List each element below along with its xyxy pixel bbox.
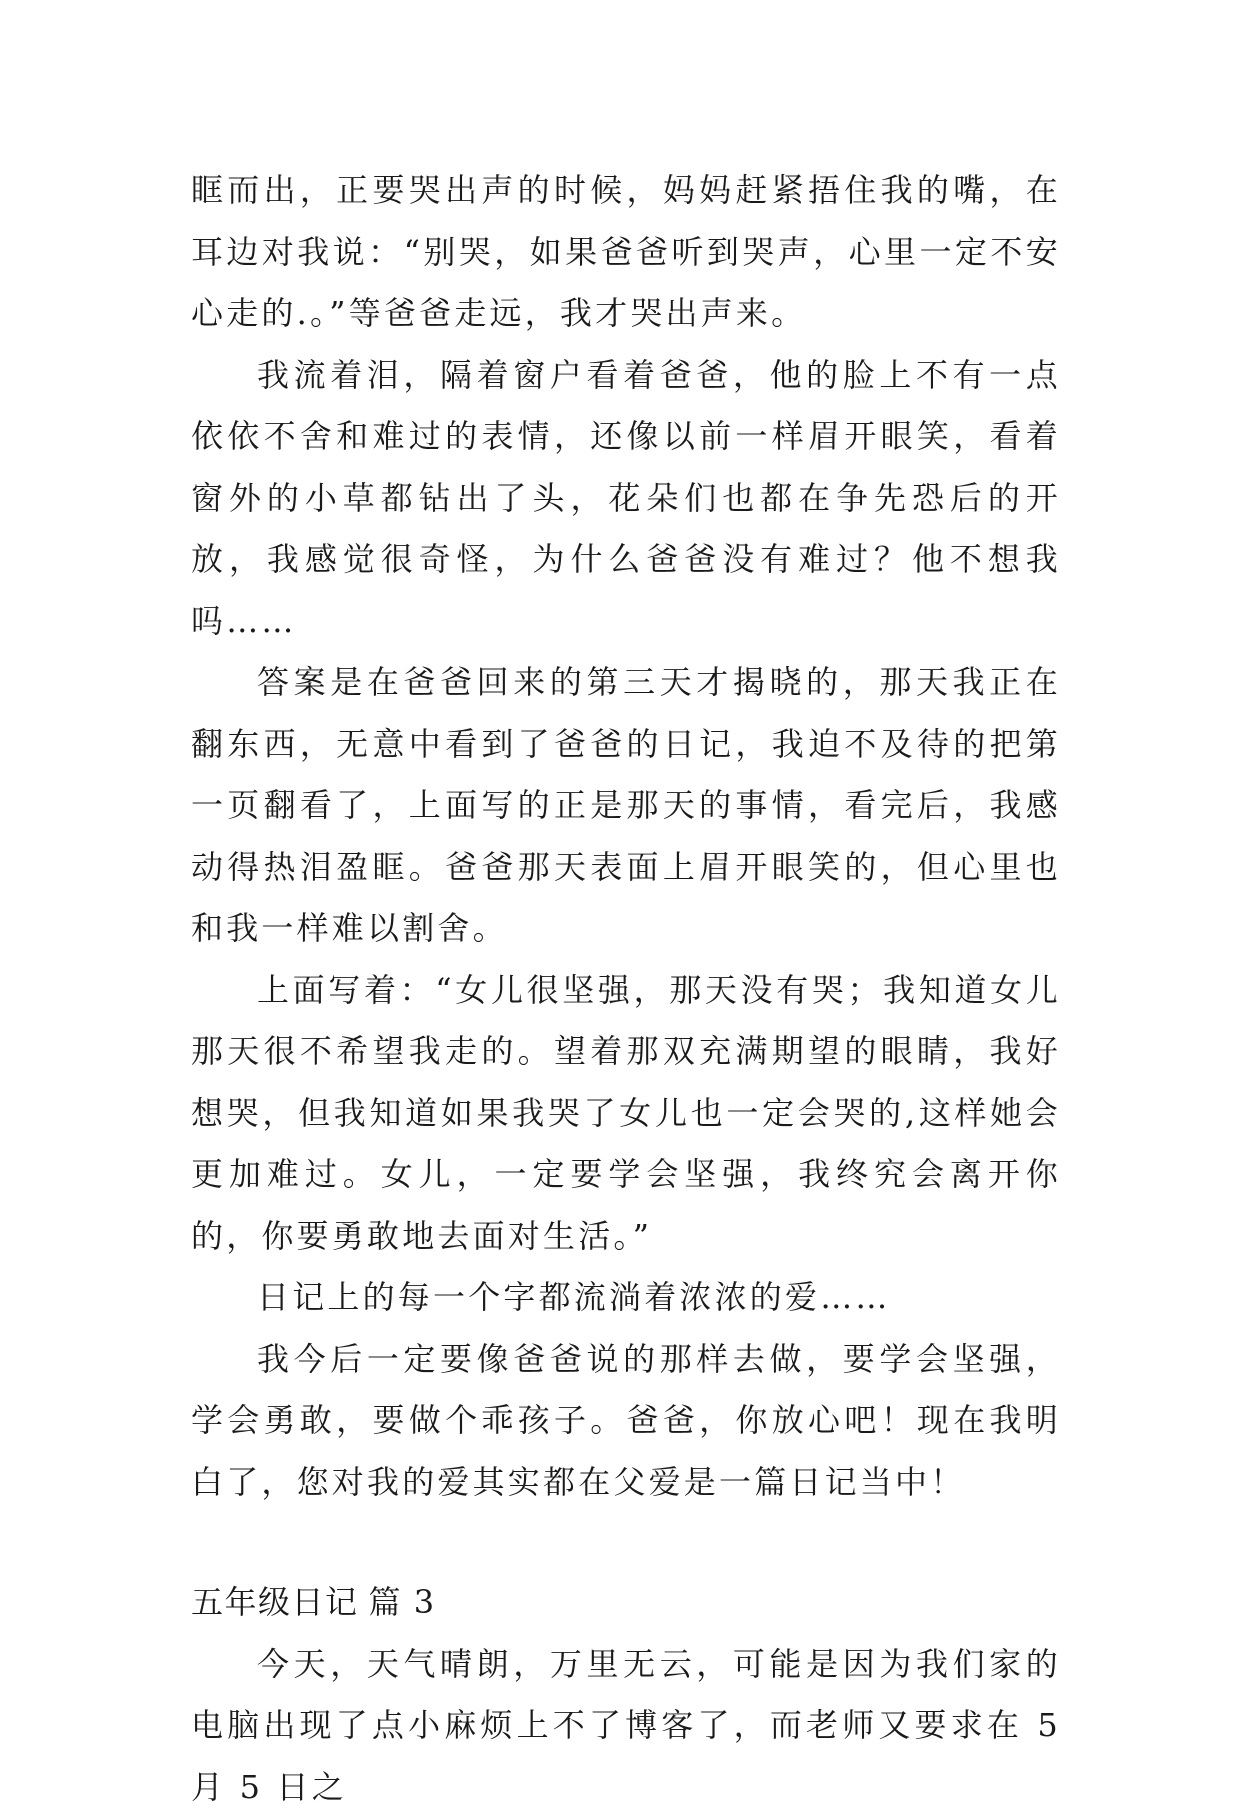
section-heading-number: 篇 3 [369,1583,436,1621]
paragraph-2: 我流着泪，隔着窗户看着爸爸，他的脸上不有一点依依不舍和难过的表情，还像以前一样眉开眼笑，看着窗外的小草都钻出了头，花朵们也都在争先恐后的开放，我感觉很奇怪，为什么爸爸没有难过？他不想我吗…… [191,345,1061,653]
paragraph-1: 眶而出，正要哭出声的时候，妈妈赶紧捂住我的嘴，在耳边对我说：“别哭，如果爸爸听到哭声，心里一定不安心走的.。”等爸爸走远，我才哭出声来。 [191,160,1061,345]
paragraph-7: 今天，天气晴朗，万里无云，可能是因为我们家的电脑出现了点小麻烦上不了博客了，而老师又要求在 5 月 5 日之 [191,1634,1061,1818]
section-heading-title: 五年级日记 [191,1583,359,1621]
paragraph-3: 答案是在爸爸回来的第三天才揭晓的，那天我正在翻东西，无意中看到了爸爸的日记，我迫不及待的把第一页翻看了，上面写的正是那天的事情，看完后，我感动得热泪盈眶。爸爸那天表面上眉开眼笑的，但心里也和我一样难以割舍。 [191,652,1061,960]
paragraph-6: 我今后一定要像爸爸说的那样去做，要学会坚强，学会勇敢，要做个乖孩子。爸爸，你放心吧！现在我明白了，您对我的爱其实都在父爱是一篇日记当中！ [191,1329,1061,1514]
paragraph-4: 上面写着：“女儿很坚强，那天没有哭；我知道女儿那天很不希望我走的。望着那双充满期望的眼睛，我好想哭，但我知道如果我哭了女儿也一定会哭的,这样她会更加难过。女儿，一定要学会坚强，我终究会离开你的，你要勇敢地去面对生活。” [191,960,1061,1268]
section-heading [191,1572,1061,1634]
document-body [191,160,1061,1818]
paragraph-5: 日记上的每一个字都流淌着浓浓的爱…… [191,1267,1061,1329]
